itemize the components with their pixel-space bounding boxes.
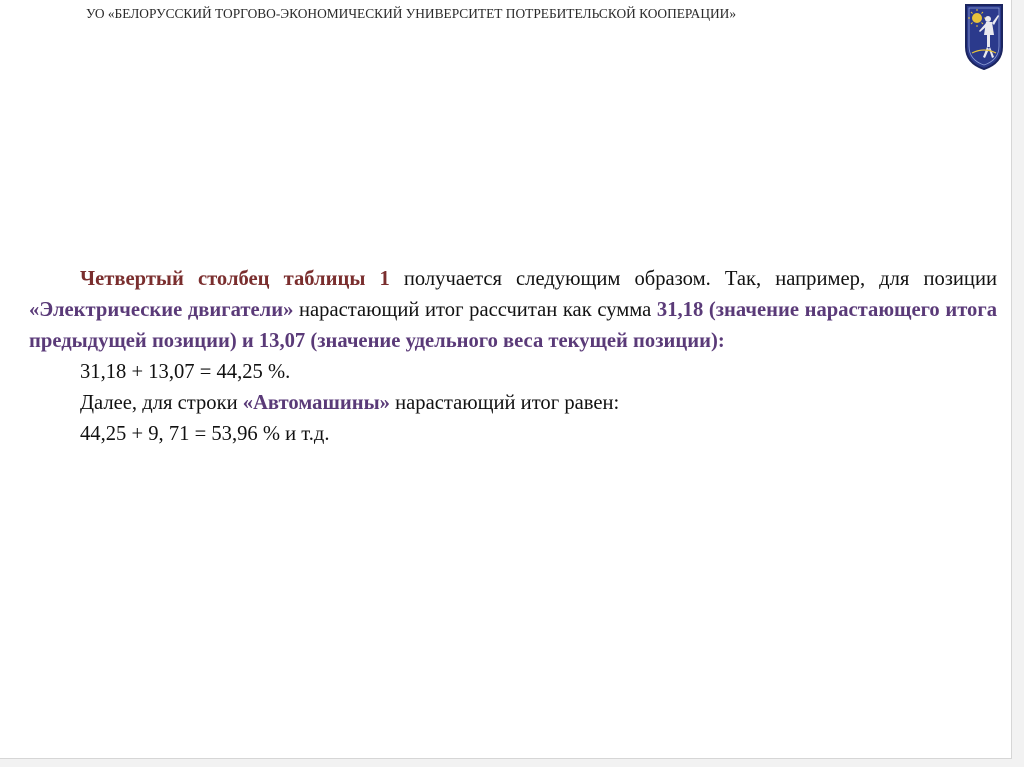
line-text: Далее, для строки xyxy=(80,392,243,414)
equation-2: 44,25 + 9, 71 = 53,96 % и т.д. xyxy=(80,423,330,445)
paragraph-text: получается следующим образом. Так, например, для позиции xyxy=(389,268,997,290)
university-header: УО «БЕЛОРУССКИЙ ТОРГОВО-ЭКОНОМИЧЕСКИЙ УНИВЕРСИТЕТ ПОТРЕБИТЕЛЬСКОЙ КООПЕРАЦИИ» xyxy=(86,6,737,21)
equation-1: 31,18 + 13,07 = 44,25 %. xyxy=(80,361,291,383)
item-automobiles: «Автомашины» xyxy=(242,392,390,414)
sum-explanation: 31,18 (значение нарастающего итога предыдущей позиции) и 13,07 (значение удельного веса текущей позиции): xyxy=(29,299,997,352)
item-electric-motors: «Электрические двигатели» xyxy=(29,299,294,321)
main-text xyxy=(29,264,997,450)
paragraph-running-total xyxy=(29,264,997,357)
paragraph-text: нарастающий итог рассчитан как сумма xyxy=(293,299,657,321)
university-coat-of-arms-icon xyxy=(964,3,1004,71)
line-automobiles xyxy=(29,388,997,419)
table-column-reference: Четвертый столбец таблицы 1 xyxy=(80,268,390,290)
line-text: нарастающий итог равен: xyxy=(389,392,620,414)
